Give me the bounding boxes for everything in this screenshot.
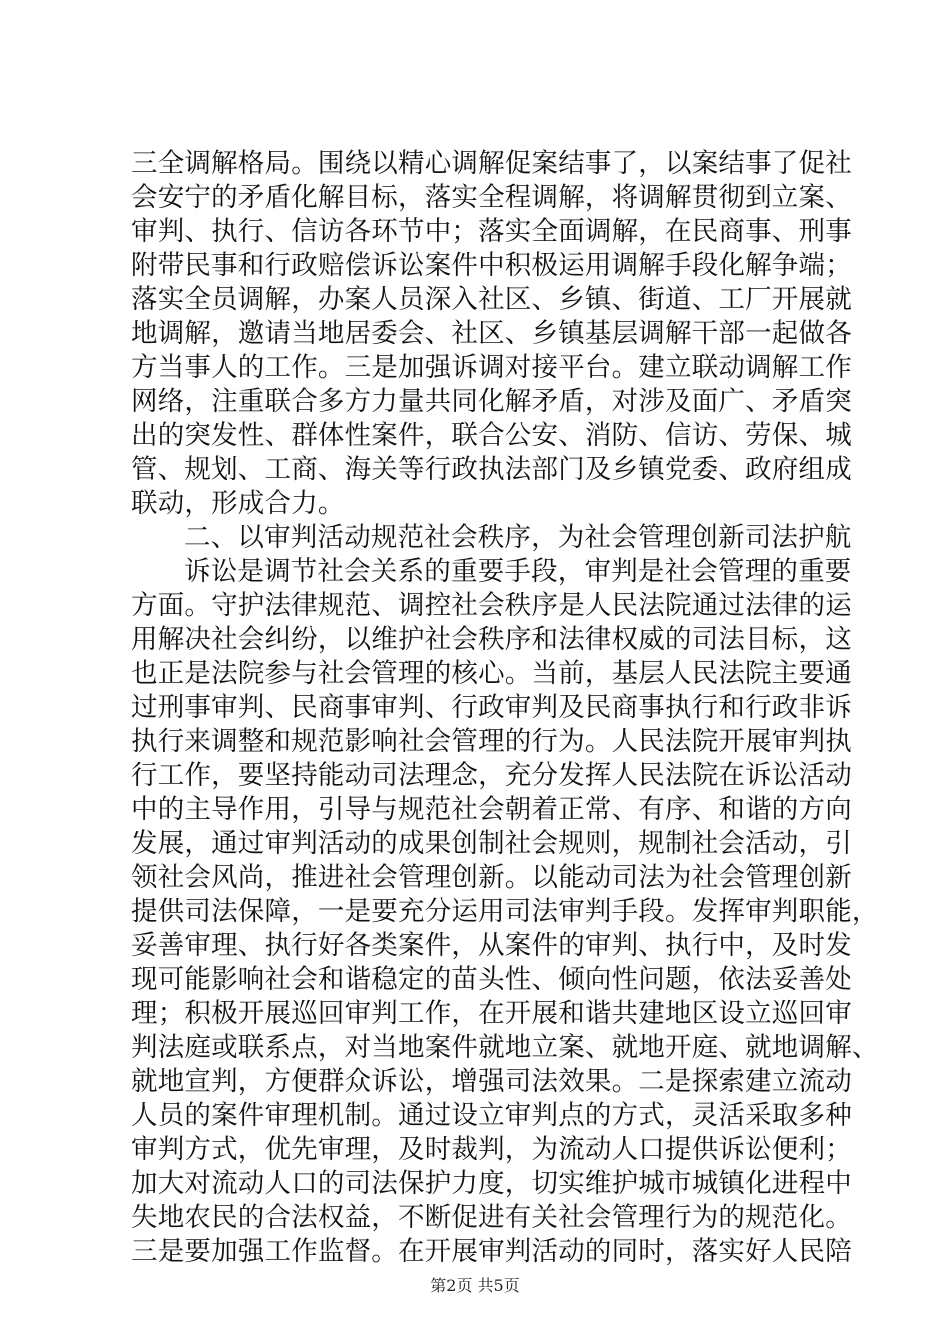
text-line: 审判方式，优先审理，及时裁判，为流动人口提供诉讼便利； [131,1134,852,1165]
text-line: 提供司法保障，一是要充分运用司法审判手段。发挥审判职能， [131,896,879,927]
text-line: 加大对流动人口的司法保护力度，切实维护城市城镇化进程中 [131,1168,852,1199]
text-line: 发展，通过审判活动的成果创制社会规则，规制社会活动，引 [131,828,852,859]
document-body [131,147,879,1269]
text-line: 会安宁的矛盾化解目标，落实全程调解，将调解贯彻到立案、 [131,182,852,213]
text-line: 行工作，要坚持能动司法理念，充分发挥人民法院在诉讼活动 [131,760,852,791]
text-line: 诉讼是调节社会关系的重要手段，审判是社会管理的重要 [184,556,852,587]
page-footer [0,1273,950,1296]
text-line: 三是要加强工作监督。在开展审判活动的同时，落实好人民陪 [131,1236,852,1267]
text-line: 就地宣判，方便群众诉讼，增强司法效果。二是探索建立流动 [131,1066,852,1097]
page-number: 第2页 共5页 [430,1276,520,1295]
text-line: 联动，形成合力。 [131,488,345,519]
text-line: 领社会风尚，推进社会管理创新。以能动司法为社会管理创新 [131,862,852,893]
text-line: 妥善审理、执行好各类案件，从案件的审判、执行中，及时发 [131,930,852,961]
text-line: 审判、执行、信访各环节中；落实全面调解，在民商事、刑事 [131,216,852,247]
text-line: 地调解，邀请当地居委会、社区、乡镇基层调解干部一起做各 [131,318,852,349]
text-line: 中的主导作用，引导与规范社会朝着正常、有序、和谐的方向 [131,794,852,825]
text-line: 出的突发性、群体性案件，联合公安、消防、信访、劳保、城 [131,420,852,451]
text-line: 现可能影响社会和谐稳定的苗头性、倾向性问题，依法妥善处 [131,964,852,995]
text-line: 判法庭或联系点，对当地案件就地立案、就地开庭、就地调解、 [131,1032,879,1063]
text-line: 过刑事审判、民商事审判、行政审判及民商事执行和行政非诉 [131,692,852,723]
text-line: 方面。守护法律规范、调控社会秩序是人民法院通过法律的运 [131,590,852,621]
text-line: 二、以审判活动规范社会秩序，为社会管理创新司法护航 [184,522,852,553]
text-line: 三全调解格局。围绕以精心调解促案结事了，以案结事了促社 [131,148,852,179]
text-line: 网络，注重联合多方力量共同化解矛盾，对涉及面广、矛盾突 [131,386,852,417]
text-line: 失地农民的合法权益，不断促进有关社会管理行为的规范化。 [131,1202,852,1233]
text-line: 用解决社会纠纷，以维护社会秩序和法律权威的司法目标，这 [131,624,852,655]
text-line: 也正是法院参与社会管理的核心。当前，基层人民法院主要通 [131,658,852,689]
text-line: 落实全员调解，办案人员深入社区、乡镇、街道、工厂开展就 [131,284,852,315]
text-line: 方当事人的工作。三是加强诉调对接平台。建立联动调解工作 [131,352,852,383]
text-line: 人员的案件审理机制。通过设立审判点的方式，灵活采取多种 [131,1100,852,1131]
text-line: 理；积极开展巡回审判工作，在开展和谐共建地区设立巡回审 [131,998,852,1029]
text-line: 附带民事和行政赔偿诉讼案件中积极运用调解手段化解争端； [131,250,852,281]
text-line: 管、规划、工商、海关等行政执法部门及乡镇党委、政府组成 [131,454,852,485]
text-line: 执行来调整和规范影响社会管理的行为。人民法院开展审判执 [131,726,852,757]
